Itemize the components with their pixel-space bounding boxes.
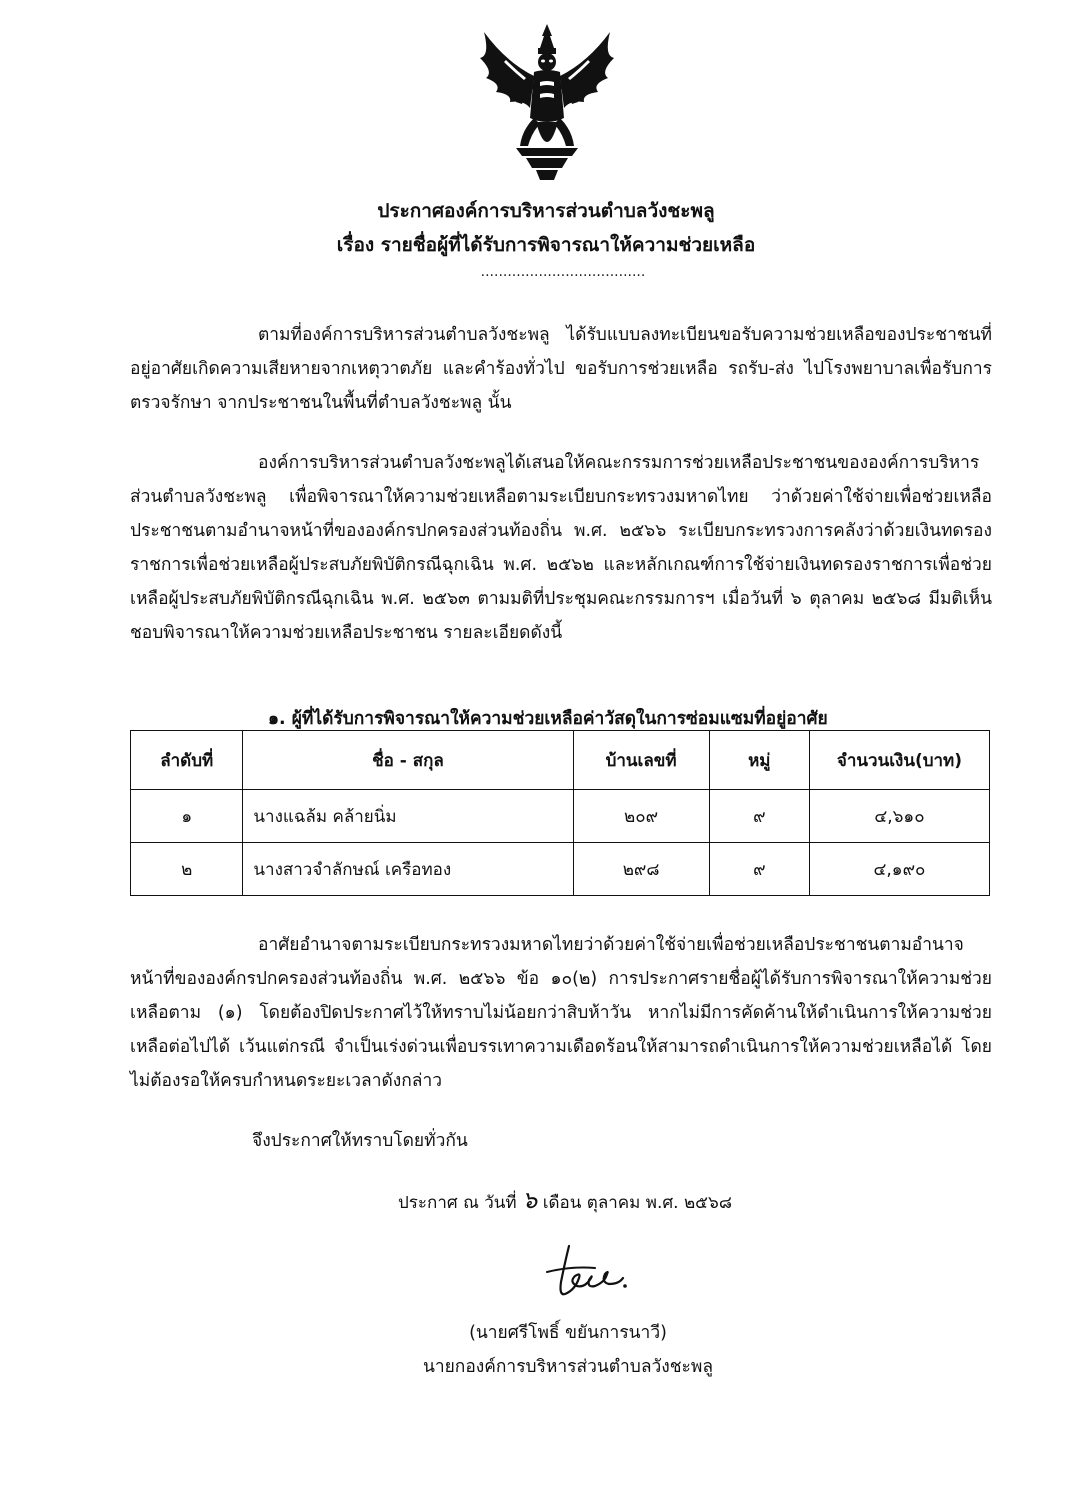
- cell-house-no: ๒๐๙: [573, 790, 709, 843]
- cell-amount: ๔,๖๑๐: [809, 790, 989, 843]
- cell-no: ๒: [131, 843, 243, 896]
- date-month-year: เดือน ตุลาคม พ.ศ. ๒๕๖๘: [542, 1193, 732, 1213]
- title-separator: .....................................: [480, 264, 646, 280]
- document-subject: เรื่อง รายชื่อผู้ที่ได้รับการพิจารณาให้ความช่วยเหลือ: [336, 234, 756, 256]
- paragraph-committee: [130, 446, 992, 650]
- paragraph-authority-text: อาศัยอำนาจตามระเบียบกระทรวงมหาดไทยว่าด้วยค่าใช้จ่ายเพื่อช่วยเหลือประชาชนตามอำนาจหน้าที่ขององค์กรปกครองส่วนท้องถิ่น พ.ศ. ๒๕๖๖ ข้อ ๑๐(๒) การประกาศรายชื่อผู้ได้รับการพิจารณาให้ความช่วยเหลือตาม (๑) โดยต้องปิดประกาศไว้ให้ทราบไม่น้อยกว่าสิบห้าวัน หากไม่มีการคัดค้านให้ดำเนินการให้ความช่วยเหลือต่อไปได้ เว้นแต่กรณี จำเป็นเร่งด่วนเพื่อบรรเทาความเดือดร้อนให้สามารถดำเนินการให้ความช่วยเหลือได้ โดยไม่ต้องรอให้ครบกำหนดระยะเวลาดังกล่าว: [130, 935, 992, 1091]
- header-moo: หมู่: [709, 731, 809, 790]
- cell-house-no: ๒๙๘: [573, 843, 709, 896]
- header-amount: จำนวนเงิน(บาท): [809, 731, 989, 790]
- paragraph-authority: [130, 928, 992, 1098]
- cell-name: นางสาวจำลักษณ์ เครือทอง: [243, 843, 573, 896]
- paragraph-intro: [130, 318, 992, 420]
- announcement-line: จึงประกาศให้ทราบโดยทั่วกัน: [252, 1131, 468, 1151]
- cell-amount: ๔,๑๙๐: [809, 843, 989, 896]
- signatory-name: (นายศรีโพธิ์ ขยันการนาวี): [469, 1323, 667, 1343]
- date-prefix: ประกาศ ณ วันที่: [398, 1193, 517, 1213]
- header-house-no: บ้านเลขที่: [573, 731, 709, 790]
- paragraph-committee-text: องค์การบริหารส่วนตำบลวังชะพลูได้เสนอให้คณะกรรมการช่วยเหลือประชาชนขององค์การบริหารส่วนตำบลวังชะพลู เพื่อพิจารณาให้ความช่วยเหลือตามระเบียบกระทรวงมหาดไทย ว่าด้วยค่าใช้จ่ายเพื่อช่วยเหลือประชาชนตามอำนาจหน้าที่ขององค์กรปกครองส่วนท้องถิ่น พ.ศ. ๒๕๖๖ ระเบียบกระทรวงการคลังว่าด้วยเงินทดรองราชการเพื่อช่วยเหลือผู้ประสบภัยพิบัติกรณีฉุกเฉิน พ.ศ. ๒๕๖๒ และหลักเกณฑ์การใช้จ่ายเงินทดรองราชการเพื่อช่วยเหลือผู้ประสบภัยพิบัติกรณีฉุกเฉิน พ.ศ. ๒๕๖๓ ตามมติที่ประชุมคณะกรรมการฯ เมื่อวันที่ ๖ ตุลาคม ๒๕๖๘ มีมติเห็นชอบพิจารณาให้ความช่วยเหลือประชาชน รายละเอียดดังนี้: [130, 453, 992, 643]
- signatory-position: นายกองค์การบริหารส่วนตำบลวังชะพลู: [422, 1357, 714, 1377]
- table-header-row: [131, 731, 990, 790]
- cell-moo: ๙: [709, 790, 809, 843]
- cell-name: นางแฉล้ม คล้ายนิ่ม: [243, 790, 573, 843]
- header-name: ชื่อ - สกุล: [243, 731, 573, 790]
- document-title: ประกาศองค์การบริหารส่วนตำบลวังชะพลู: [377, 200, 715, 222]
- cell-no: ๑: [131, 790, 243, 843]
- date-line: [398, 1180, 732, 1219]
- table-row: [131, 843, 990, 896]
- cell-moo: ๙: [709, 843, 809, 896]
- table-row: [131, 790, 990, 843]
- header-no: ลำดับที่: [131, 731, 243, 790]
- handwritten-signature: [535, 1242, 631, 1304]
- garuda-emblem-icon: [476, 22, 618, 182]
- date-day: ๖: [522, 1186, 538, 1214]
- beneficiary-table: [130, 730, 990, 896]
- section-title: ๑. ผู้ที่ได้รับการพิจารณาให้ความช่วยเหลือค่าวัสดุในการซ่อมแซมที่อยู่อาศัย: [268, 709, 828, 729]
- paragraph-intro-text: ตามที่องค์การบริหารส่วนตำบลวังชะพลู ได้รับแบบลงทะเบียนขอรับความช่วยเหลือของประชาชนที่อยู่อาศัยเกิดความเสียหายจากเหตุวาตภัย และคำร้องทั่วไป ขอรับการช่วยเหลือ รถรับ-ส่ง ไปโรงพยาบาลเพื่อรับการตรวจรักษา จากประชาชนในพื้นที่ตำบลวังชะพลู นั้น: [130, 325, 992, 413]
